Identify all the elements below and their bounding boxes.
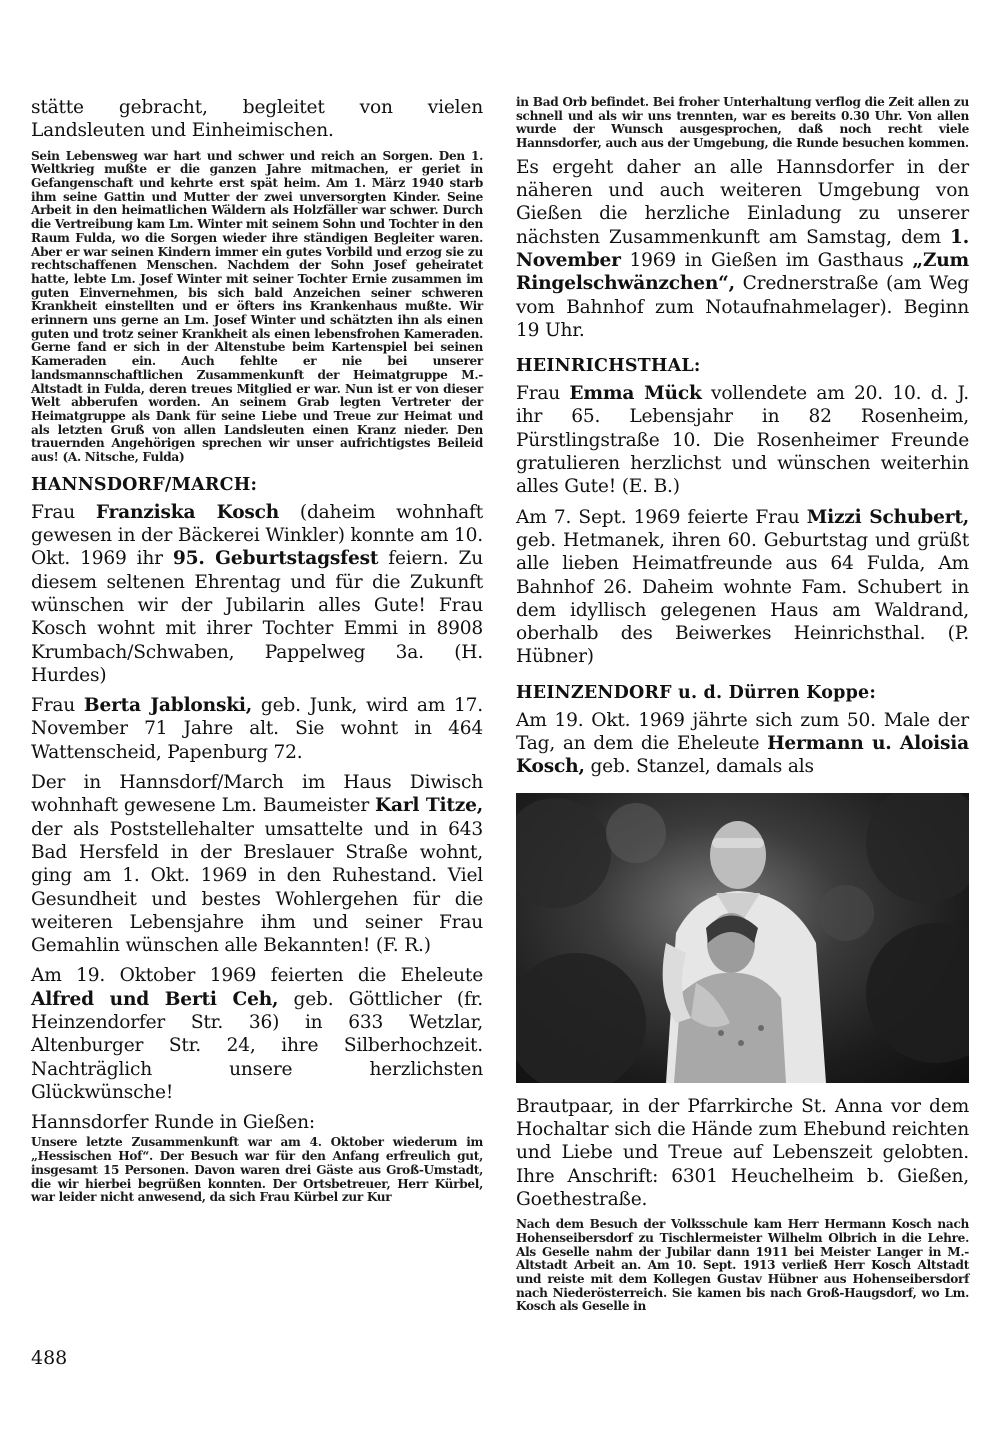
right-column (516, 96, 969, 1319)
paragraph-kosch-birthday: Frau Franziska Kosch (daheim wohnhaft gewesen in der Bäckerei Winkler) konnte am 10. Okt. 1969 ihr 95. Geburtstagsfest feiern. Zu diesem seltenen Ehrentag und für die Zukunft wünschen wir der Jubilarin alles Gute! Frau Kosch wohnt mit ihrer Tochter Emmi in 8908 Krumbach/Schwaben, Pappelweg 3a. (H. Hurdes) (31, 501, 483, 686)
paragraph-invitation: Es ergeht daher an alle Hannsdorfer in der näheren und auch weiteren Umgebung von Gießen die herzliche Einladung zu unserer nächsten Zusammenkunft am Samstag, dem 1. November 1969 in Gießen im Gasthaus „Zum Ringelschwänzchen“, Crednerstraße (am Weg vom Bahnhof zum Notaufnahmelager). Beginn 19 Uhr. (516, 156, 969, 341)
paragraph-jubilee: Am 19. Okt. 1969 jährte sich zum 50. Male der Tag, an dem die Eheleute Hermann u. Aloisia Kosch, geb. Stanzel, damals als (516, 709, 969, 778)
runde-continued-text: in Bad Orb befindet. Bei froher Unterhaltung verflog die Zeit allen zu schnell und als wir uns trennten, war es bereits 0.30 Uhr. Von allen wurde der Wunsch ausgesprochen, daß noch recht viele Hannsdorfer, auch aus der Umgebung, die Runde besuchen kommen. (516, 95, 969, 151)
intro-text: stätte gebracht, begleitet von vielen Landsleuten und Einheimischen. (31, 97, 483, 142)
section-heading-heinzendorf: HEINZENDORF u. d. Dürren Koppe: (516, 682, 877, 703)
runde-text: Unsere letzte Zusammenkunft war am 4. Oktober wiederum im „Hessischen Hof“. Der Besuch war für den Anfang erfreulich gut, insgesamt 15 Personen. Davon waren drei Gäste aus Groß-Umstadt, die wir hierbei begrüßen konnten. Der Ortsbetreuer, Herr Kürbel, war leider nicht anwesend, da sich Frau Kürbel zur Kur (31, 1135, 483, 1205)
obituary-text: Sein Lebensweg war hart und schwer und reich an Sorgen. Den 1. Weltkrieg mußte er die ganzen Jahre mitmachen, er geriet in Gefangenschaft und kehrte erst spät heim. Am 1. März 1940 starb ihm seine Gattin und Mutter der zwei unversorgten Kinder. Seine Arbeit in den heimatlichen Wäldern als Holzfäller war schwer. Durch die Vertreibung kam Lm. Winter mit seinem Sohn und Tochter in den Raum Fulda, wo die Sorgen wieder ihre ständigen Begleiter waren. Aber er war seinen Kindern immer ein gutes Vorbild und erzog sie zu rechtschaffenen Menschen. Nachdem der Sohn Josef geheiratet hatte, lebte Lm. Josef Winter mit seiner Tochter Ernie zusammen im guten Einvernehmen, bis sich bald Anzeichen seiner schweren Krankheit einstellten und er öfters ins Krankenhaus mußte. Wir erinnern uns gerne an Lm. Josef Winter und schätzten ihn als einen guten und trotz seiner Krankheit als einen lebensfrohen Kameraden. Gerne fand er sich in der Altenstube beim Kartenspiel bei seinen Kameraden ein. Auch fehlte er nie bei unserer landsmannschaftlichen Zusammenkunft der Heimatgruppe M.-Altstadt in Fulda, deren treues Mitglied er war. Nun ist er von dieser Welt abberufen worden. An seinem Grab legten Vertreter der Heimatgruppe als Dank für seine Liebe und Treue zur Heimat und als letzten Gruß von allen Landsleuten einen Kranz nieder. Den trauernden Angehörigen sprechen wir unser aufrichtigstes Beileid aus! (A. Nitsche, Fulda) (31, 148, 483, 465)
paragraph-ceh: Am 19. Oktober 1969 feierten die Eheleute Alfred und Berti Ceh, geb. Göttlicher (fr. Heinzendorfer Str. 36) in 633 Wetzlar, Altenburger Str. 24, ihre Silberhochzeit. Nachträglich unsere herzlichsten Glückwünsche! (31, 965, 483, 1103)
paragraph-schubert: Am 7. Sept. 1969 feierte Frau Mizzi Schubert, geb. Hetmanek, ihren 60. Geburtstag und grüßt alle lieben Heimatfreunde aus 64 Fulda, Am Bahnhof 26. Daheim wohnte Fam. Schubert in dem idyllisch gelegenen Haus am Waldrand, oberhalb des Beiwerkes Heinrichsthal. (P. Hübner) (516, 506, 969, 668)
paragraph-muck: Frau Emma Mück vollendete am 20. 10. d. J. ihr 65. Lebensjahr in 82 Rosenheim, Pürstlingstraße 10. Die Rosenheimer Freunde gratulieren herzlichst und wünschen weiterhin alles Gute! (E. B.) (516, 383, 969, 498)
left-column (31, 96, 483, 1210)
couple-photo (516, 793, 969, 1083)
page-number: 488 (31, 1347, 68, 1369)
paragraph-jablonski: Frau Berta Jablonski, geb. Junk, wird am 17. November 71 Jahre alt. Sie wohnt in 464 Wattenscheid, Papenburg 72. (31, 695, 483, 763)
kosch-biography-text: Nach dem Besuch der Volksschule kam Herr Hermann Kosch nach Hohenseibersdorf zu Tischlermeister Wilhelm Olbrich in die Lehre. Als Geselle nahm der Jubilar dann 1911 bei Meister Langer in M.-Altstadt Arbeit an. Am 10. Sept. 1913 verließ Herr Kosch Altstadt und reiste mit dem Kollegen Gustav Hübner aus Hohenseibersdorf nach Niederösterreich. Sie kamen bis nach Groß-Haugsdorf, wo Lm. Kosch als Geselle in (516, 1217, 969, 1314)
paragraph-titze: Der in Hannsdorf/March im Haus Diwisch wohnhaft gewesene Lm. Baumeister Karl Titze, der als Poststellehalter umsattelte und in 643 Bad Hersfeld in der Breslauer Straße wohnt, ging am 1. Okt. 1969 in den Ruhestand. Viel Gesundheit und bestes Wohlergehen für die weiteren Lebensjahre ihm und seiner Frau Gemahlin wünschen alle Bekannten! (F. R.) (31, 772, 483, 957)
couple-photo-illustration (516, 793, 969, 1083)
paragraph-after-photo: Brautpaar, in der Pfarrkirche St. Anna vor dem Hochaltar sich die Hände zum Ehebund reichten und Liebe und Treue auf Lebenszeit gelobten. Ihre Anschrift: 6301 Heuchelheim b. Gießen, Goethestraße. (516, 1095, 969, 1210)
section-heading-hannsdorf: HANNSDORF/MARCH: (31, 474, 258, 495)
section-heading-heinrichsthal: HEINRICHSTHAL: (516, 356, 701, 377)
runde-heading: Hannsdorfer Runde in Gießen: (31, 1112, 315, 1134)
